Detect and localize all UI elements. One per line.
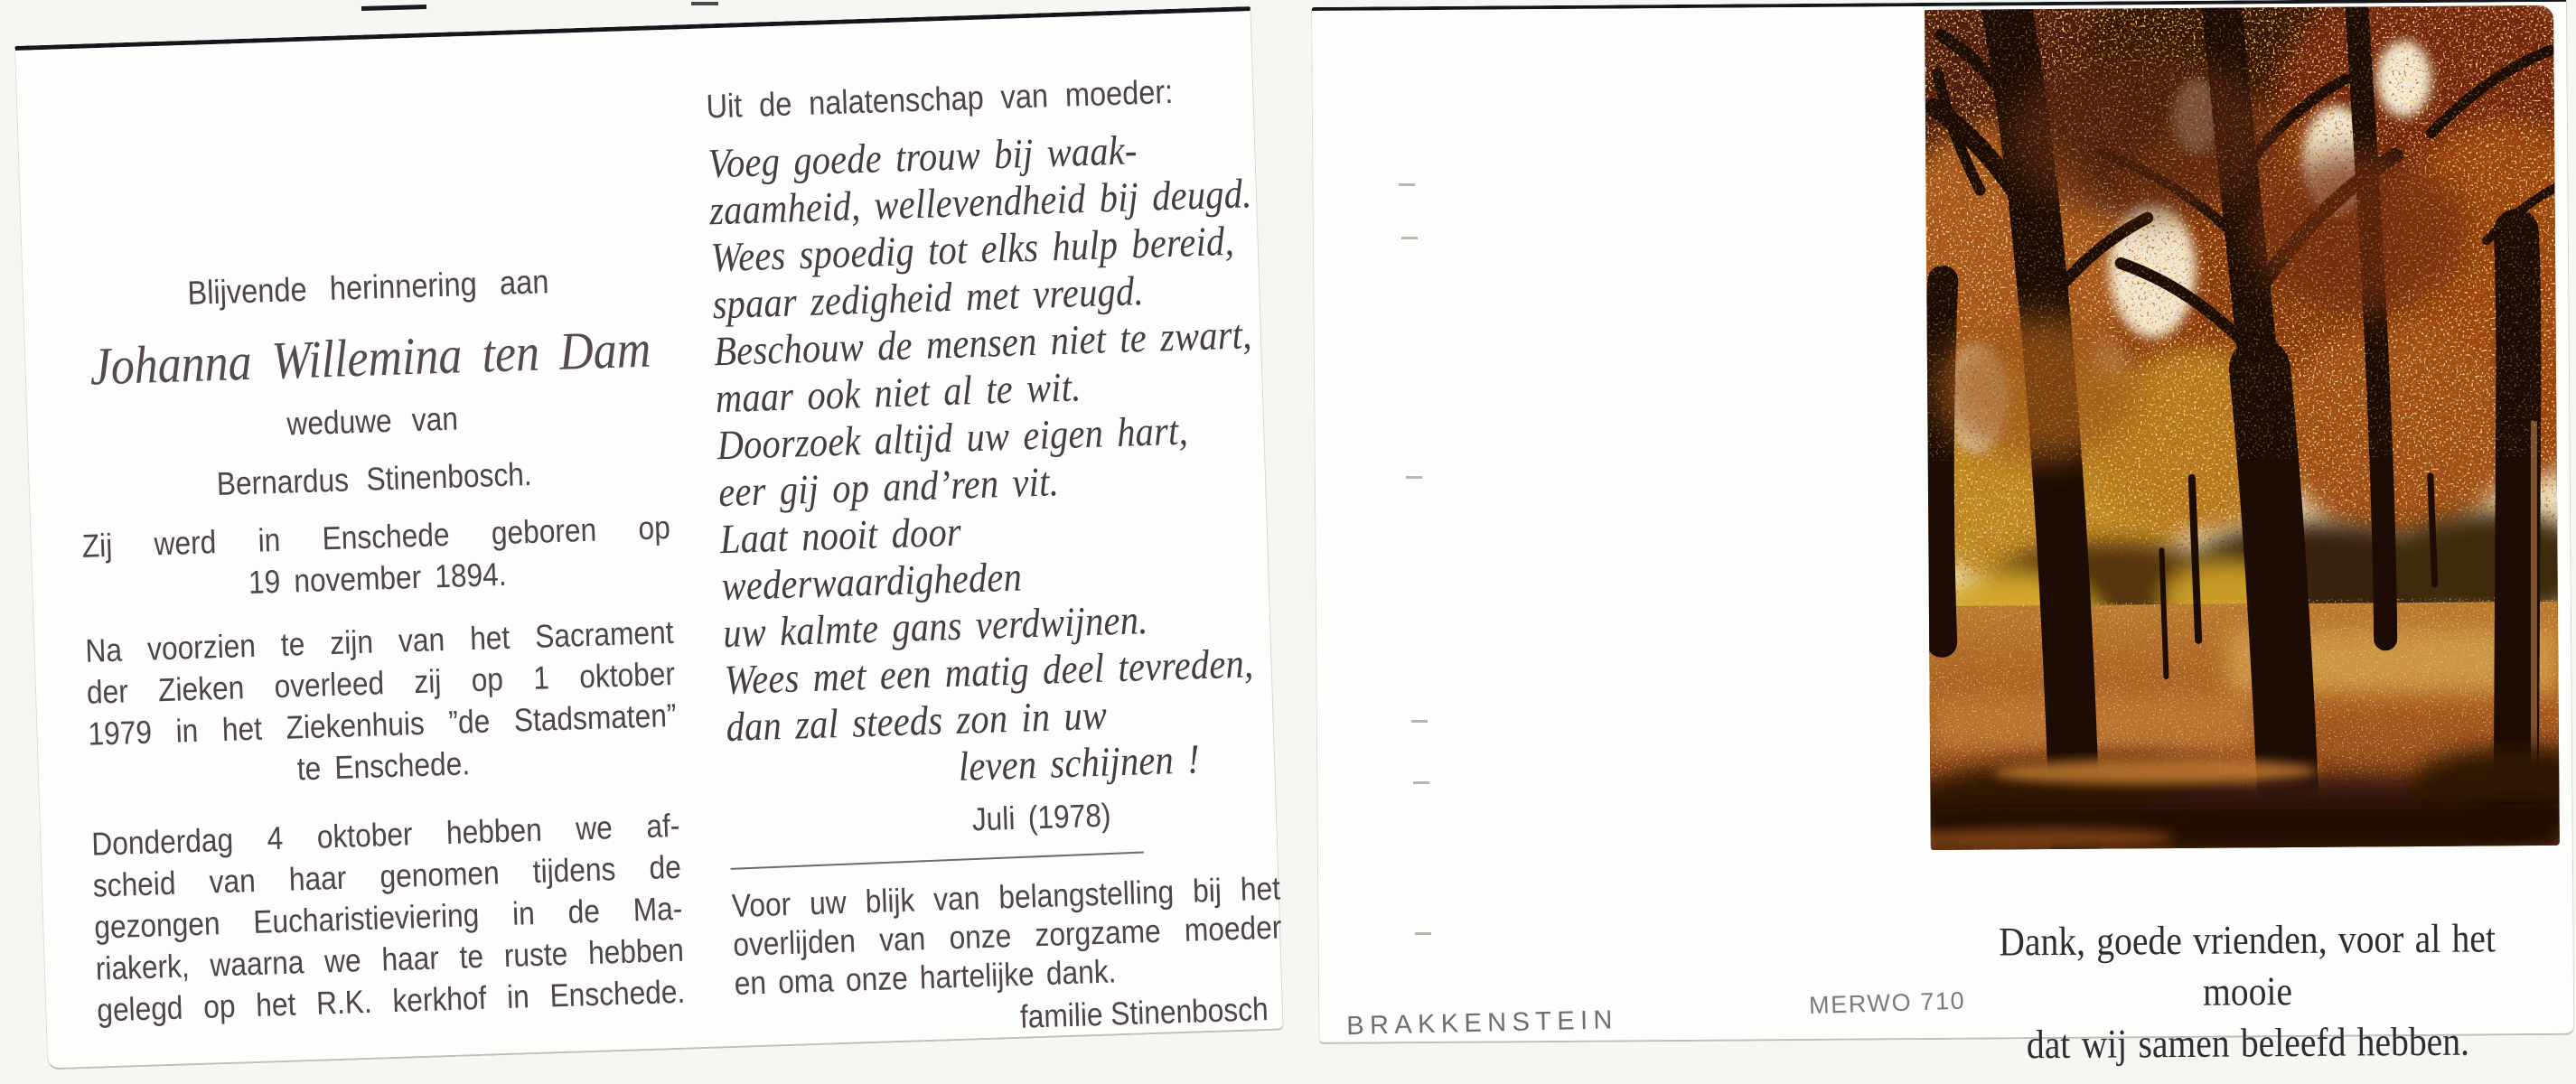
poem	[707, 123, 1276, 751]
poem-line: Beschouw de mensen niet te zwart,	[713, 311, 1253, 375]
scan-artifact-mark	[1411, 720, 1428, 723]
divider-rule	[731, 852, 1144, 870]
deceased-name: Johanna Willemina ten Dam	[89, 318, 652, 397]
birth-paragraph	[81, 507, 672, 609]
poem-heading: Uit de nalatenschap van moeder:	[705, 72, 1174, 126]
poem-line: zaamheid, wellevendheid bij deugd.	[708, 170, 1253, 234]
caption-line: Dank, goede vrienden, voor al het mooie	[1999, 915, 2496, 1014]
paragraph-line: te Enschede.	[296, 744, 471, 788]
thanks-paragraph	[731, 869, 1285, 1045]
print-code: MERWO 710	[1808, 986, 1966, 1020]
scan-artifact-mark	[1413, 781, 1429, 784]
autumn-forest-photo	[1925, 5, 2560, 850]
scan-artifact-dash	[361, 5, 426, 11]
paragraph-line: Zij werd in Enschede geboren op	[81, 508, 671, 565]
relation-line: weduwe van	[286, 399, 459, 443]
spouse-name: Bernardus Stinenbosch.	[216, 454, 533, 503]
paragraph-line: Donderdag 4 oktober hebben we af-	[90, 806, 680, 863]
death-paragraph	[85, 612, 679, 797]
poem-closing-line: leven schijnen !	[958, 735, 1201, 790]
poem-line: eer gij op and’ren vit.	[717, 458, 1060, 516]
scan-artifact-mark	[1399, 183, 1415, 186]
prayer-card-cover	[1311, 0, 2574, 1068]
poem-line: dan zal steeds zon in uw	[725, 691, 1108, 751]
poem-line: uw kalmte gans verdwijnen.	[722, 596, 1149, 657]
paragraph-line: overlijden van onze zorgzame moeder	[732, 908, 1282, 963]
paragraph-line: gezongen Eucharistieviering in de Ma-	[93, 889, 683, 946]
dedication-line: Blijvende herinnering aan	[186, 263, 549, 312]
poem-line: Wees spoedig tot elks hulp bereid,	[710, 217, 1235, 281]
poem-line: Doorzoek altijd uw eigen hart,	[716, 406, 1189, 469]
paragraph-line: Na voorzien te zijn van het Sacrament	[84, 612, 675, 669]
paragraph-line: 19 november 1894.	[248, 555, 508, 601]
scan-artifact-mark	[1415, 932, 1431, 935]
funeral-paragraph	[91, 805, 686, 1032]
paragraph-line: der Zieken overleed zij op 1 oktober	[86, 654, 676, 711]
paragraph-line: riakerk, waarna we haar te ruste hebben	[95, 930, 685, 987]
paragraph-line: scheid van haar genomen tijdens de	[92, 847, 682, 904]
poem-line: Wees met een matig deel tevreden,	[724, 640, 1254, 704]
paragraph-line: Voor uw blijk van belangstelling bij het	[731, 869, 1281, 924]
scan-artifact-dash	[691, 2, 718, 5]
printer-name: BRAKKENSTEIN	[1345, 1005, 1619, 1042]
paragraph-line: en oma onze hartelijke dank.	[734, 952, 1117, 1002]
poem-line: spaar zedigheid met vreugd.	[711, 267, 1145, 328]
poem-line: Voeg goede trouw bij waak-	[707, 126, 1138, 187]
scan-artifact-mark	[1406, 476, 1422, 479]
paragraph-line: gelegd op het R.K. kerkhof in Enschede.	[96, 972, 686, 1029]
poem-date: Juli (1978)	[971, 796, 1112, 838]
poem-line: Laat nooit door wederwaardigheden	[719, 508, 1023, 610]
memorial-card-spread	[14, 6, 1284, 1070]
poem-line: maar ook niet al te wit.	[715, 363, 1082, 422]
poem-page	[706, 69, 1285, 1045]
memorial-text-page	[73, 257, 686, 1031]
photo-caption	[1954, 912, 2540, 1071]
family-signature: familie Stinenbosch	[1019, 990, 1269, 1035]
paragraph-line: 1979 in het Ziekenhuis ”de Stadsmaten”	[87, 696, 678, 752]
scan-artifact-mark	[1401, 237, 1418, 239]
caption-line: dat wij samen beleefd hebben.	[2026, 1018, 2470, 1068]
